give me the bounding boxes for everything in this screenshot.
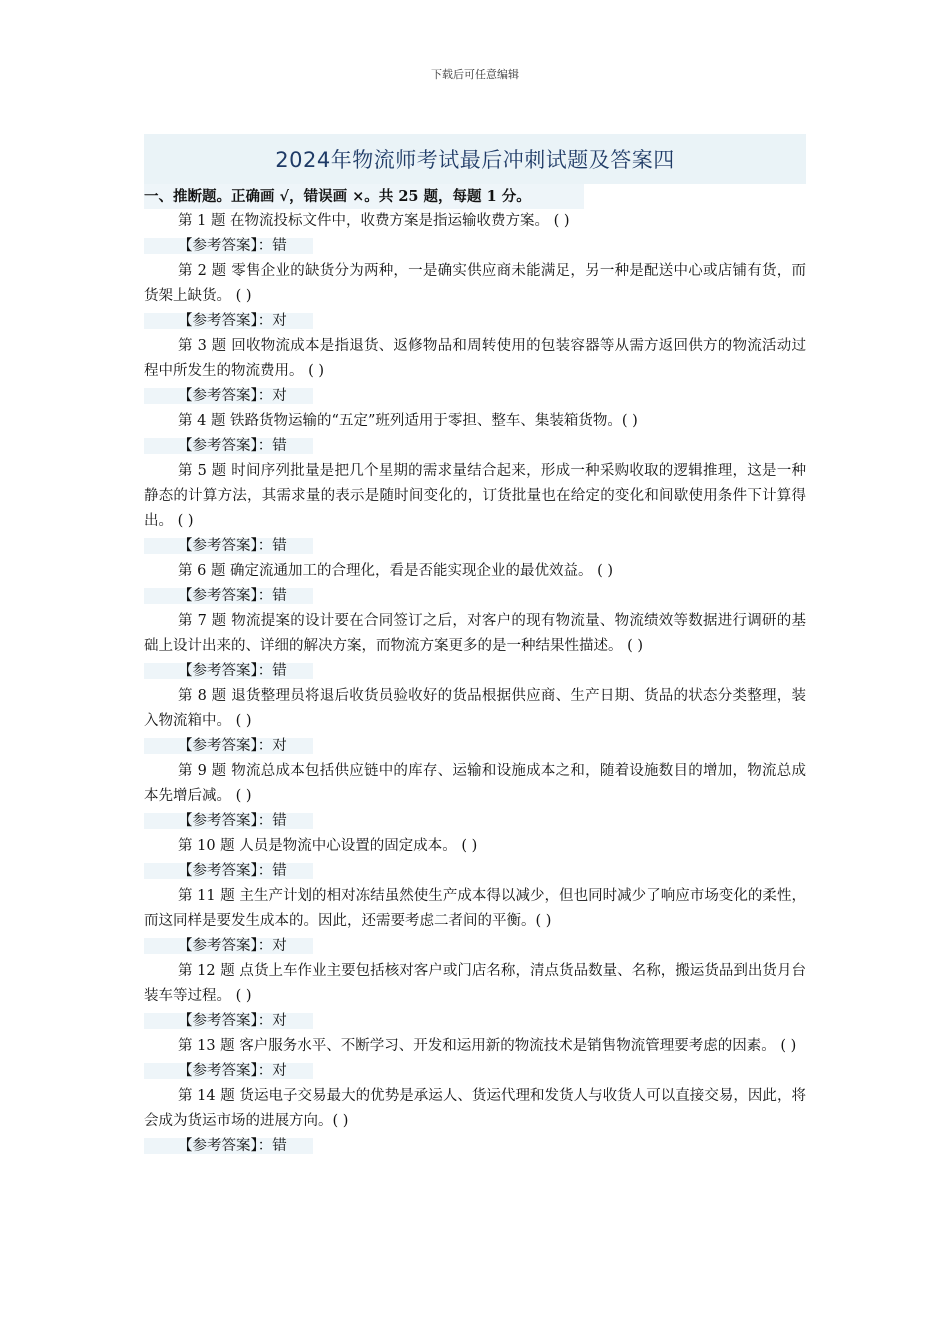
answer-line bbox=[144, 584, 806, 609]
answer-highlight bbox=[144, 238, 313, 254]
answer-highlight bbox=[144, 863, 313, 879]
answer-value: 错 bbox=[272, 438, 287, 454]
question-item: 第 13 题 客户服务水平、不断学习、开发和运用新的物流技术是销售物流管理要考虑的因素。 ( ) bbox=[178, 1038, 797, 1054]
answer-value: 对 bbox=[272, 938, 287, 954]
answer-line bbox=[144, 734, 806, 759]
answer-label: 【参考答案】： bbox=[178, 938, 273, 954]
answer-line bbox=[144, 809, 806, 834]
answer-label: 【参考答案】： bbox=[178, 588, 273, 604]
answer-label: 【参考答案】： bbox=[178, 663, 273, 679]
answer-highlight bbox=[144, 538, 313, 554]
answer-line bbox=[144, 859, 806, 884]
answer-label: 【参考答案】： bbox=[178, 738, 273, 754]
question-item: 第 8 题 退货整理员将退后收货员验收好的货品根据供应商、生产日期、货品的状态分类整理，装入物流箱中。 ( ) bbox=[144, 688, 806, 729]
question-item: 第 5 题 时间序列批量是把几个星期的需求量结合起来，形成一种采购收取的逻辑推理，这是一种静态的计算方法，其需求量的表示是随时间变化的，订货批量也在给定的变化和间歇使用条件下计算得出。 ( ) bbox=[144, 463, 806, 529]
answer-line bbox=[144, 1009, 806, 1034]
question-item: 第 11 题 主生产计划的相对冻结虽然使生产成本得以减少，但也同时减少了响应市场变化的柔性，而这同样是要发生成本的。因此，还需要考虑二者间的平衡。( ) bbox=[144, 888, 806, 929]
question-item: 第 4 题 铁路货物运输的“五定”班列适用于零担、整车、集装箱货物。( ) bbox=[178, 413, 638, 429]
answer-highlight bbox=[144, 313, 313, 329]
answer-highlight bbox=[144, 938, 313, 954]
question-item: 第 10 题 人员是物流中心设置的固定成本。 ( ) bbox=[178, 838, 478, 854]
document-body bbox=[144, 134, 806, 1159]
answer-highlight bbox=[144, 388, 313, 404]
answer-highlight bbox=[144, 588, 313, 604]
answer-label: 【参考答案】： bbox=[178, 438, 273, 454]
answer-highlight bbox=[144, 438, 313, 454]
answer-value: 对 bbox=[272, 738, 287, 754]
page-title: 2024年物流师考试最后冲刺试题及答案四 bbox=[275, 148, 675, 172]
answer-value: 对 bbox=[272, 1013, 287, 1029]
answer-highlight bbox=[144, 1063, 313, 1079]
question-item: 第 7 题 物流提案的设计要在合同签订之后，对客户的现有物流量、物流绩效等数据进行调研的基础上设计出来的、详细的解决方案，而物流方案更多的是一种结果性描述。 ( ) bbox=[144, 613, 806, 654]
answer-value: 错 bbox=[272, 663, 287, 679]
answer-highlight bbox=[144, 738, 313, 754]
question-item: 第 2 题 零售企业的缺货分为两种，一是确实供应商未能满足，另一种是配送中心或店铺有货，而货架上缺货。 ( ) bbox=[144, 263, 806, 304]
answer-value: 对 bbox=[272, 313, 287, 329]
title-bar bbox=[144, 134, 806, 184]
answer-line bbox=[144, 1134, 806, 1159]
answer-highlight bbox=[144, 813, 313, 829]
question-list bbox=[144, 209, 806, 1159]
answer-line bbox=[144, 434, 806, 459]
answer-line bbox=[144, 1059, 806, 1084]
answer-highlight bbox=[144, 663, 313, 679]
question-item: 第 14 题 货运电子交易最大的优势是承运人、货运代理和发货人与收货人可以直接交易，因此，将会成为货运市场的进展方向。( ) bbox=[144, 1088, 806, 1129]
question-item: 第 3 题 回收物流成本是指退货、返修物品和周转使用的包装容器等从需方返回供方的物流活动过程中所发生的物流费用。 ( ) bbox=[144, 338, 806, 379]
question-item: 第 12 题 点货上车作业主要包括核对客户或门店名称，清点货品数量、名称，搬运货品到出货月台装车等过程。 ( ) bbox=[144, 963, 806, 1004]
answer-line bbox=[144, 934, 806, 959]
answer-line bbox=[144, 659, 806, 684]
answer-line bbox=[144, 309, 806, 334]
page-header-note: 下载后可任意编辑 bbox=[431, 68, 519, 81]
answer-line bbox=[144, 234, 806, 259]
answer-value: 错 bbox=[272, 1138, 287, 1154]
answer-highlight bbox=[144, 1138, 313, 1154]
answer-value: 错 bbox=[272, 863, 287, 879]
answer-label: 【参考答案】： bbox=[178, 813, 273, 829]
answer-highlight bbox=[144, 1013, 313, 1029]
answer-line bbox=[144, 534, 806, 559]
answer-label: 【参考答案】： bbox=[178, 1138, 273, 1154]
answer-label: 【参考答案】： bbox=[178, 238, 273, 254]
answer-label: 【参考答案】： bbox=[178, 1063, 273, 1079]
section-heading: 一、推断题。正确画 √，错误画 ×。共 25 题，每题 1 分。 bbox=[144, 184, 806, 209]
question-item: 第 6 题 确定流通加工的合理化，看是否能实现企业的最优效益。 ( ) bbox=[178, 563, 614, 579]
answer-value: 对 bbox=[272, 1063, 287, 1079]
answer-value: 错 bbox=[272, 538, 287, 554]
answer-label: 【参考答案】： bbox=[178, 1013, 273, 1029]
answer-value: 错 bbox=[272, 588, 287, 604]
answer-value: 对 bbox=[272, 388, 287, 404]
answer-label: 【参考答案】： bbox=[178, 863, 273, 879]
answer-value: 错 bbox=[272, 238, 287, 254]
question-item: 第 9 题 物流总成本包括供应链中的库存、运输和设施成本之和，随着设施数目的增加，物流总成本先增后减。 ( ) bbox=[144, 763, 806, 804]
answer-value: 错 bbox=[272, 813, 287, 829]
answer-label: 【参考答案】： bbox=[178, 538, 273, 554]
question-item: 第 1 题 在物流投标文件中，收费方案是指运输收费方案。 ( ) bbox=[178, 213, 570, 229]
answer-label: 【参考答案】： bbox=[178, 388, 273, 404]
answer-line bbox=[144, 384, 806, 409]
answer-label: 【参考答案】： bbox=[178, 313, 273, 329]
